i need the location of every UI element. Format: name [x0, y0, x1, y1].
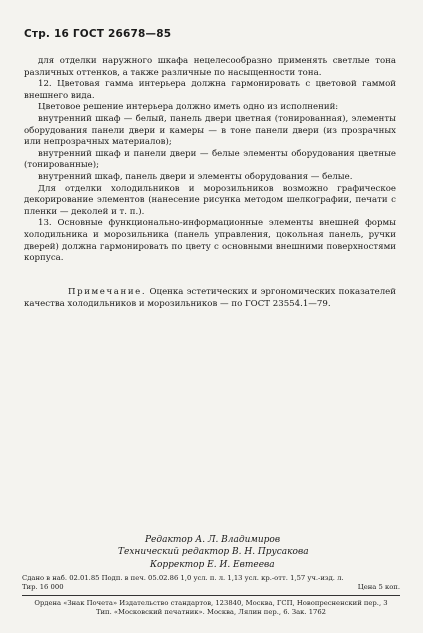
note-text: Оценка эстетических и эргономических показателей качества холодильников и морозильников — по ГОСТ 23554.1—79.	[24, 287, 396, 309]
imprint-row-1	[22, 574, 400, 583]
credits-block	[0, 534, 423, 571]
print-run: Тир. 16 000	[22, 583, 64, 591]
proofreader-line: Корректор Е. И. Евтеева	[150, 559, 275, 570]
paragraph-outer-cabinet: для отделки наружного шкафа нецелесообразно применять светлые тона различных оттенков, а также различные по насыщенности тона.	[24, 56, 396, 78]
paragraph-interior-options: Цветовое решение интерьера должно иметь одно из исполнений:	[38, 102, 339, 113]
paragraph-13: 13. Основные функционально-информационные элементы внешней формы холодильника и морозильника (панель управления, цокольная панель, ручки дверей) должна гармонировать по цвету с основными внешними поверхностями корпуса.	[24, 218, 396, 264]
note-label: Примечание.	[68, 287, 147, 297]
tech-editor-line: Технический редактор В. Н. Прусакова	[118, 547, 309, 558]
price: Цена 5 коп.	[357, 583, 400, 591]
imprint-divider	[22, 595, 400, 596]
imprint-row-2	[22, 583, 400, 592]
print-details: Сдано в наб. 02.01.85 Подп. в печ. 05.02.86 1,0 усл. п. л. 1,13 усл. кр.-отт. 1,57 уч.-изд. л.	[22, 574, 344, 582]
imprint-block	[22, 574, 400, 617]
printer-line: Тип. «Московский печатник». Москва, Лялин пер., 6. Зак. 1762	[95, 608, 326, 616]
paragraph-12: 12. Цветовая гамма интерьера должна гармонировать с цветовой гаммой внешнего вида.	[24, 79, 396, 101]
paragraph-decoration: Для отделки холодильников и морозильников возможно графическое декорирование элементов (нанесение рисунка методом шелкографии, печати с пленки — деколей и т. п.).	[24, 183, 396, 217]
page-header: Стр. 16 ГОСТ 26678—85	[24, 28, 172, 40]
editor-line: Редактор А. Л. Владимиров	[145, 535, 281, 545]
main-text	[24, 56, 396, 265]
publisher-line: Ордена «Знак Почета» Издательство стандартов, 123840, Москва, ГСП, Новопресненский пер., 3	[34, 599, 388, 607]
option-3: внутренний шкаф, панель двери и элементы оборудования — белые.	[38, 171, 353, 182]
option-1: внутренний шкаф — белый, панель двери цветная (тонированная), элементы оборудования панели двери и камеры — в тоне панели двери (из прозрачных или непрозрачных материалов);	[24, 113, 396, 148]
option-2: внутренний шкаф и панели двери — белые элементы оборудования цветные (тонированные);	[24, 148, 396, 171]
note-block	[24, 287, 396, 310]
